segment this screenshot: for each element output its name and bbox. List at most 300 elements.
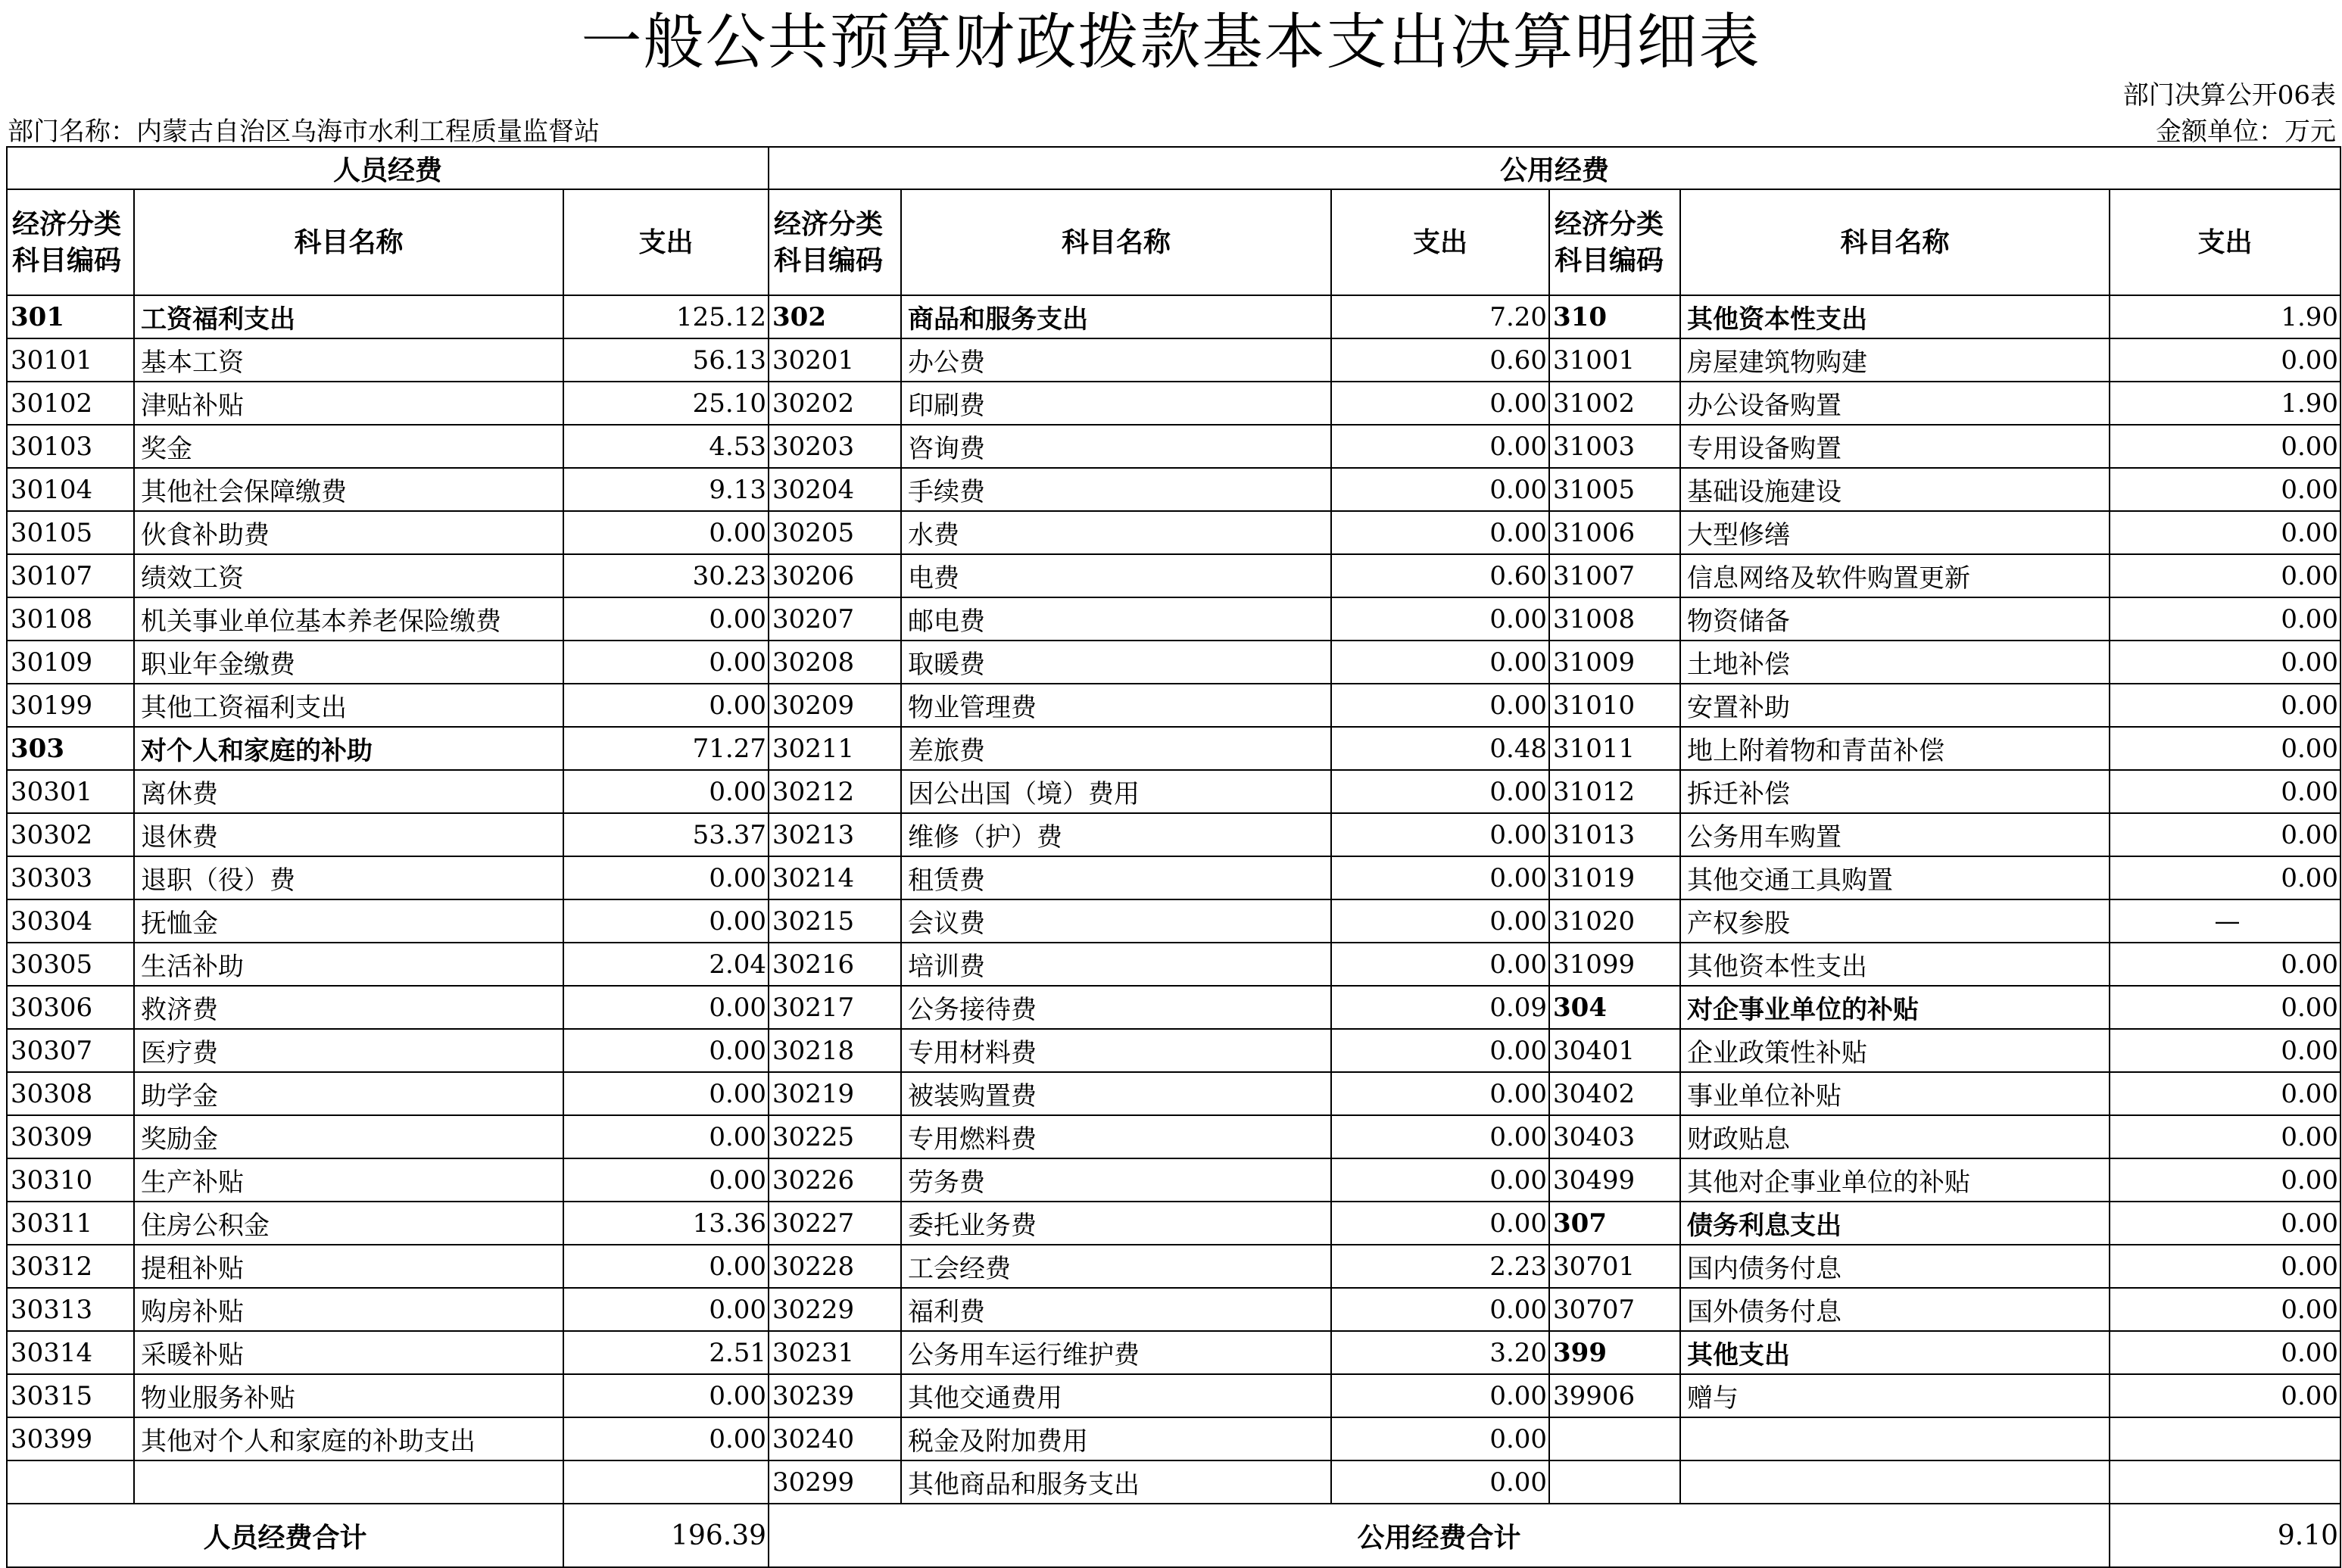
cell-code: 30107 — [7, 554, 134, 597]
cell-name: 采暖补贴 — [134, 1331, 563, 1374]
cell-name: 维修（护）费 — [901, 813, 1331, 856]
header-code: 经济分类科目编码 — [769, 189, 901, 295]
personnel-total-amount: 196.39 — [563, 1504, 769, 1567]
cell-name: 物资储备 — [1680, 597, 2110, 641]
cell-amount: 4.53 — [563, 425, 769, 468]
cell-name — [1680, 1417, 2110, 1460]
cell-amount — [2110, 1460, 2340, 1504]
cell-name: 印刷费 — [901, 382, 1331, 425]
cell-amount: 0.00 — [1331, 511, 1549, 554]
cell-amount: 0.00 — [1331, 856, 1549, 899]
cell-name: 劳务费 — [901, 1158, 1331, 1202]
cell-code: 30309 — [7, 1115, 134, 1158]
cell-code: 30303 — [7, 856, 134, 899]
cell-amount: 0.00 — [2110, 1374, 2340, 1417]
cell-code: 30101 — [7, 338, 134, 382]
cell-code: 30212 — [769, 770, 901, 813]
cell-name: 安置补助 — [1680, 684, 2110, 727]
cell-code: 30307 — [7, 1029, 134, 1072]
cell-name: 助学金 — [134, 1072, 563, 1115]
cell-code — [1549, 1417, 1680, 1460]
table-row — [7, 856, 2340, 899]
cell-name: 赠与 — [1680, 1374, 2110, 1417]
cell-code: 31099 — [1549, 943, 1680, 986]
public-total-label: 公用经费合计 — [769, 1504, 2110, 1567]
cell-code: 30105 — [7, 511, 134, 554]
cell-amount: 0.09 — [1331, 986, 1549, 1029]
table-row — [7, 554, 2340, 597]
table-row — [7, 943, 2340, 986]
cell-name: 绩效工资 — [134, 554, 563, 597]
cell-code: 30707 — [1549, 1288, 1680, 1331]
public-total-amount: 9.10 — [2110, 1504, 2340, 1567]
header-code: 经济分类科目编码 — [1549, 189, 1680, 295]
cell-name: 工会经费 — [901, 1245, 1331, 1288]
cell-amount: 0.00 — [1331, 1158, 1549, 1202]
cell-code: 31020 — [1549, 899, 1680, 943]
cell-name: 专用材料费 — [901, 1029, 1331, 1072]
cell-amount: 2.23 — [1331, 1245, 1549, 1288]
table-row — [7, 382, 2340, 425]
cell-amount: 56.13 — [563, 338, 769, 382]
cell-amount: 0.00 — [2110, 1158, 2340, 1202]
cell-code: 30218 — [769, 1029, 901, 1072]
cell-amount: 30.23 — [563, 554, 769, 597]
table-row — [7, 899, 2340, 943]
cell-name: 房屋建筑物购建 — [1680, 338, 2110, 382]
cell-code: 31013 — [1549, 813, 1680, 856]
cell-code: 30207 — [769, 597, 901, 641]
cell-amount: 0.00 — [563, 1374, 769, 1417]
table-row — [7, 1245, 2340, 1288]
cell-code: 30304 — [7, 899, 134, 943]
cell-amount: 0.00 — [2110, 856, 2340, 899]
cell-name: 产权参股 — [1680, 899, 2110, 943]
cell-code: 31019 — [1549, 856, 1680, 899]
cell-name — [134, 1460, 563, 1504]
cell-code: 30104 — [7, 468, 134, 511]
table-row — [7, 295, 2340, 338]
cell-name: 其他社会保障缴费 — [134, 468, 563, 511]
cell-name: 商品和服务支出 — [901, 295, 1331, 338]
cell-name: 差旅费 — [901, 727, 1331, 770]
cell-name: 办公费 — [901, 338, 1331, 382]
cell-amount: 25.10 — [563, 382, 769, 425]
table-row — [7, 1115, 2340, 1158]
cell-amount: 0.00 — [563, 1158, 769, 1202]
cell-code: 39906 — [1549, 1374, 1680, 1417]
cell-code: 30311 — [7, 1202, 134, 1245]
cell-amount: 0.00 — [563, 1417, 769, 1460]
table-row — [7, 813, 2340, 856]
cell-amount: 0.00 — [2110, 468, 2340, 511]
cell-name: 住房公积金 — [134, 1202, 563, 1245]
cell-code: 30225 — [769, 1115, 901, 1158]
cell-amount: 0.00 — [1331, 1202, 1549, 1245]
header-amount: 支出 — [1331, 189, 1549, 295]
cell-code: 31011 — [1549, 727, 1680, 770]
cell-code: 30214 — [769, 856, 901, 899]
cell-amount: 0.00 — [563, 684, 769, 727]
department-name: 部门名称：内蒙古自治区乌海市水利工程质量监督站 — [8, 117, 600, 147]
table-row — [7, 641, 2340, 684]
cell-code: 31009 — [1549, 641, 1680, 684]
header-name: 科目名称 — [1680, 189, 2110, 295]
cell-name: 会议费 — [901, 899, 1331, 943]
cell-amount: 0.48 — [1331, 727, 1549, 770]
table-row — [7, 1202, 2340, 1245]
cell-amount: 0.00 — [563, 770, 769, 813]
cell-amount: 0.00 — [1331, 382, 1549, 425]
cell-code: 30209 — [769, 684, 901, 727]
cell-amount: 0.00 — [2110, 1115, 2340, 1158]
cell-code: 31007 — [1549, 554, 1680, 597]
cell-amount: 0.00 — [2110, 1288, 2340, 1331]
cell-name: 其他商品和服务支出 — [901, 1460, 1331, 1504]
cell-name: 手续费 — [901, 468, 1331, 511]
cell-code: 303 — [7, 727, 134, 770]
cell-name: 事业单位补贴 — [1680, 1072, 2110, 1115]
cell-code: 30313 — [7, 1288, 134, 1331]
cell-amount: 0.00 — [563, 1072, 769, 1115]
cell-code — [7, 1460, 134, 1504]
cell-amount: 1.90 — [2110, 295, 2340, 338]
cell-code: 30701 — [1549, 1245, 1680, 1288]
cell-name: 债务利息支出 — [1680, 1202, 2110, 1245]
cell-code: 31003 — [1549, 425, 1680, 468]
cell-code: 304 — [1549, 986, 1680, 1029]
cell-code: 30199 — [7, 684, 134, 727]
cell-name: 其他交通费用 — [901, 1374, 1331, 1417]
cell-code: 30301 — [7, 770, 134, 813]
cell-code: 31002 — [1549, 382, 1680, 425]
cell-amount: 0.00 — [1331, 899, 1549, 943]
cell-code: 30402 — [1549, 1072, 1680, 1115]
cell-amount: 0.00 — [1331, 1029, 1549, 1072]
cell-name: 公务用车购置 — [1680, 813, 2110, 856]
cell-amount: 0.00 — [1331, 1288, 1549, 1331]
cell-amount: 0.00 — [563, 1029, 769, 1072]
cell-code: 301 — [7, 295, 134, 338]
cell-code: 30226 — [769, 1158, 901, 1202]
cell-name: 奖励金 — [134, 1115, 563, 1158]
cell-name: 信息网络及软件购置更新 — [1680, 554, 2110, 597]
cell-name: 对个人和家庭的补助 — [134, 727, 563, 770]
table-row — [7, 1288, 2340, 1331]
cell-code: 30108 — [7, 597, 134, 641]
cell-amount: 0.00 — [2110, 1072, 2340, 1115]
cell-amount: 0.00 — [563, 986, 769, 1029]
cell-code: 30215 — [769, 899, 901, 943]
cell-name: 提租补贴 — [134, 1245, 563, 1288]
cell-name: 对企事业单位的补贴 — [1680, 986, 2110, 1029]
cell-code: 30203 — [769, 425, 901, 468]
cell-name: 津贴补贴 — [134, 382, 563, 425]
cell-amount: 0.00 — [1331, 770, 1549, 813]
cell-code — [1549, 1460, 1680, 1504]
table-row — [7, 986, 2340, 1029]
cell-code: 30499 — [1549, 1158, 1680, 1202]
cell-code: 30216 — [769, 943, 901, 986]
cell-name: 物业管理费 — [901, 684, 1331, 727]
cell-code: 30219 — [769, 1072, 901, 1115]
cell-name: 职业年金缴费 — [134, 641, 563, 684]
cell-amount: 9.13 — [563, 468, 769, 511]
cell-name: 被装购置费 — [901, 1072, 1331, 1115]
cell-code: 30399 — [7, 1417, 134, 1460]
cell-amount: 1.90 — [2110, 382, 2340, 425]
cell-amount: 0.00 — [2110, 813, 2340, 856]
cell-amount: 0.00 — [563, 597, 769, 641]
header-name: 科目名称 — [134, 189, 563, 295]
cell-name: 基础设施建设 — [1680, 468, 2110, 511]
cell-amount: — — [2110, 899, 2340, 943]
cell-code: 31006 — [1549, 511, 1680, 554]
cell-code: 30299 — [769, 1460, 901, 1504]
cell-name: 委托业务费 — [901, 1202, 1331, 1245]
cell-amount: 0.00 — [2110, 597, 2340, 641]
cell-name: 退职（役）费 — [134, 856, 563, 899]
cell-name: 因公出国（境）费用 — [901, 770, 1331, 813]
cell-amount: 53.37 — [563, 813, 769, 856]
cell-name: 其他工资福利支出 — [134, 684, 563, 727]
table-row — [7, 770, 2340, 813]
cell-amount: 2.04 — [563, 943, 769, 986]
cell-amount: 0.00 — [563, 1288, 769, 1331]
cell-code: 30204 — [769, 468, 901, 511]
cell-name: 生产补贴 — [134, 1158, 563, 1202]
cell-code: 30109 — [7, 641, 134, 684]
personnel-total-label: 人员经费合计 — [7, 1504, 563, 1567]
cell-name: 其他资本性支出 — [1680, 295, 2110, 338]
cell-code: 30314 — [7, 1331, 134, 1374]
cell-amount: 0.00 — [1331, 1460, 1549, 1504]
cell-code: 30239 — [769, 1374, 901, 1417]
table-row — [7, 684, 2340, 727]
cell-code: 30201 — [769, 338, 901, 382]
cell-code: 30205 — [769, 511, 901, 554]
cell-name: 邮电费 — [901, 597, 1331, 641]
table-row — [7, 727, 2340, 770]
cell-name: 土地补偿 — [1680, 641, 2110, 684]
cell-amount: 0.00 — [2110, 554, 2340, 597]
page-title: 一般公共预算财政拨款基本支出决算明细表 — [581, 7, 1761, 77]
cell-amount: 7.20 — [1331, 295, 1549, 338]
cell-code: 31010 — [1549, 684, 1680, 727]
column-header-row — [7, 189, 2340, 295]
cell-amount: 3.20 — [1331, 1331, 1549, 1374]
table-row — [7, 338, 2340, 382]
cell-name: 离休费 — [134, 770, 563, 813]
cell-name: 基本工资 — [134, 338, 563, 382]
cell-amount: 0.00 — [1331, 684, 1549, 727]
cell-amount: 0.00 — [1331, 468, 1549, 511]
cell-amount: 0.00 — [1331, 597, 1549, 641]
cell-name: 租赁费 — [901, 856, 1331, 899]
cell-amount: 0.00 — [563, 1245, 769, 1288]
cell-code: 30401 — [1549, 1029, 1680, 1072]
cell-code: 31001 — [1549, 338, 1680, 382]
cell-amount: 0.00 — [2110, 511, 2340, 554]
cell-amount: 0.60 — [1331, 554, 1549, 597]
cell-name: 大型修缮 — [1680, 511, 2110, 554]
cell-amount: 0.00 — [1331, 1072, 1549, 1115]
cell-code: 30308 — [7, 1072, 134, 1115]
amount-unit: 金额单位：万元 — [2156, 117, 2336, 147]
cell-amount: 0.00 — [2110, 986, 2340, 1029]
cell-code: 30240 — [769, 1417, 901, 1460]
cell-code: 30103 — [7, 425, 134, 468]
header-amount: 支出 — [563, 189, 769, 295]
cell-code: 30403 — [1549, 1115, 1680, 1158]
cell-name: 国外债务付息 — [1680, 1288, 2110, 1331]
cell-name: 机关事业单位基本养老保险缴费 — [134, 597, 563, 641]
table-row — [7, 1374, 2340, 1417]
cell-code: 31005 — [1549, 468, 1680, 511]
cell-amount: 0.00 — [2110, 727, 2340, 770]
cell-name: 抚恤金 — [134, 899, 563, 943]
cell-amount: 0.00 — [2110, 338, 2340, 382]
cell-code: 30229 — [769, 1288, 901, 1331]
cell-name: 救济费 — [134, 986, 563, 1029]
cell-code: 30208 — [769, 641, 901, 684]
cell-name: 取暖费 — [901, 641, 1331, 684]
cell-name: 医疗费 — [134, 1029, 563, 1072]
cell-amount: 0.60 — [1331, 338, 1549, 382]
cell-amount: 0.00 — [563, 511, 769, 554]
header-name: 科目名称 — [901, 189, 1331, 295]
table-row — [7, 511, 2340, 554]
cell-amount — [563, 1460, 769, 1504]
cell-code: 30217 — [769, 986, 901, 1029]
cell-amount: 0.00 — [2110, 1202, 2340, 1245]
cell-name: 专用设备购置 — [1680, 425, 2110, 468]
table-row — [7, 1158, 2340, 1202]
cell-amount: 0.00 — [563, 1115, 769, 1158]
cell-name: 咨询费 — [901, 425, 1331, 468]
cell-name: 伙食补助费 — [134, 511, 563, 554]
cell-amount — [2110, 1417, 2340, 1460]
cell-name: 水费 — [901, 511, 1331, 554]
cell-name: 奖金 — [134, 425, 563, 468]
cell-name: 其他对个人和家庭的补助支出 — [134, 1417, 563, 1460]
cell-name: 办公设备购置 — [1680, 382, 2110, 425]
cell-code: 30302 — [7, 813, 134, 856]
cell-name: 其他资本性支出 — [1680, 943, 2110, 986]
cell-amount: 125.12 — [563, 295, 769, 338]
cell-amount: 0.00 — [563, 899, 769, 943]
cell-name: 培训费 — [901, 943, 1331, 986]
cell-name: 公务用车运行维护费 — [901, 1331, 1331, 1374]
header-code: 经济分类科目编码 — [7, 189, 134, 295]
expenditure-table — [6, 146, 2341, 1568]
cell-code: 30102 — [7, 382, 134, 425]
cell-code: 30213 — [769, 813, 901, 856]
cell-name: 专用燃料费 — [901, 1115, 1331, 1158]
cell-name: 税金及附加费用 — [901, 1417, 1331, 1460]
cell-name: 拆迁补偿 — [1680, 770, 2110, 813]
cell-code: 307 — [1549, 1202, 1680, 1245]
group-public: 公用经费 — [769, 147, 2340, 189]
cell-code: 30312 — [7, 1245, 134, 1288]
cell-amount: 0.00 — [563, 856, 769, 899]
cell-code: 30305 — [7, 943, 134, 986]
totals-row — [7, 1504, 2340, 1567]
cell-amount: 13.36 — [563, 1202, 769, 1245]
cell-code: 30231 — [769, 1331, 901, 1374]
table-row — [7, 1331, 2340, 1374]
cell-name: 其他支出 — [1680, 1331, 2110, 1374]
cell-amount: 0.00 — [1331, 1374, 1549, 1417]
cell-amount: 0.00 — [1331, 1115, 1549, 1158]
table-row — [7, 1460, 2340, 1504]
cell-name: 地上附着物和青苗补偿 — [1680, 727, 2110, 770]
cell-name: 其他交通工具购置 — [1680, 856, 2110, 899]
cell-code: 30202 — [769, 382, 901, 425]
cell-name: 退休费 — [134, 813, 563, 856]
cell-code: 30227 — [769, 1202, 901, 1245]
cell-name: 电费 — [901, 554, 1331, 597]
cell-amount: 0.00 — [1331, 425, 1549, 468]
form-number: 部门决算公开06表 — [2122, 80, 2336, 111]
cell-name — [1680, 1460, 2110, 1504]
table-row — [7, 425, 2340, 468]
table-row — [7, 1029, 2340, 1072]
cell-amount: 0.00 — [2110, 641, 2340, 684]
cell-code: 302 — [769, 295, 901, 338]
cell-amount: 0.00 — [1331, 943, 1549, 986]
cell-amount: 2.51 — [563, 1331, 769, 1374]
cell-name: 物业服务补贴 — [134, 1374, 563, 1417]
cell-amount: 71.27 — [563, 727, 769, 770]
cell-code: 399 — [1549, 1331, 1680, 1374]
cell-code: 31008 — [1549, 597, 1680, 641]
cell-amount: 0.00 — [1331, 1417, 1549, 1460]
table-row — [7, 468, 2340, 511]
cell-code: 310 — [1549, 295, 1680, 338]
cell-name: 公务接待费 — [901, 986, 1331, 1029]
cell-amount: 0.00 — [2110, 1029, 2340, 1072]
table-row — [7, 597, 2340, 641]
cell-amount: 0.00 — [2110, 1245, 2340, 1288]
cell-code: 30206 — [769, 554, 901, 597]
cell-code: 30315 — [7, 1374, 134, 1417]
group-personnel: 人员经费 — [7, 147, 769, 189]
cell-name: 其他对企事业单位的补贴 — [1680, 1158, 2110, 1202]
cell-name: 福利费 — [901, 1288, 1331, 1331]
cell-code: 30228 — [769, 1245, 901, 1288]
cell-amount: 0.00 — [1331, 641, 1549, 684]
cell-amount: 0.00 — [2110, 770, 2340, 813]
cell-name: 生活补助 — [134, 943, 563, 986]
cell-amount: 0.00 — [2110, 684, 2340, 727]
cell-amount: 0.00 — [2110, 425, 2340, 468]
header-amount: 支出 — [2110, 189, 2340, 295]
cell-name: 工资福利支出 — [134, 295, 563, 338]
cell-code: 30211 — [769, 727, 901, 770]
cell-name: 国内债务付息 — [1680, 1245, 2110, 1288]
table-row — [7, 1417, 2340, 1460]
cell-amount: 0.00 — [2110, 943, 2340, 986]
cell-amount: 0.00 — [1331, 813, 1549, 856]
cell-code: 30306 — [7, 986, 134, 1029]
cell-name: 企业政策性补贴 — [1680, 1029, 2110, 1072]
cell-amount: 0.00 — [563, 641, 769, 684]
table-row — [7, 1072, 2340, 1115]
cell-amount: 0.00 — [2110, 1331, 2340, 1374]
cell-code: 31012 — [1549, 770, 1680, 813]
cell-name: 财政贴息 — [1680, 1115, 2110, 1158]
